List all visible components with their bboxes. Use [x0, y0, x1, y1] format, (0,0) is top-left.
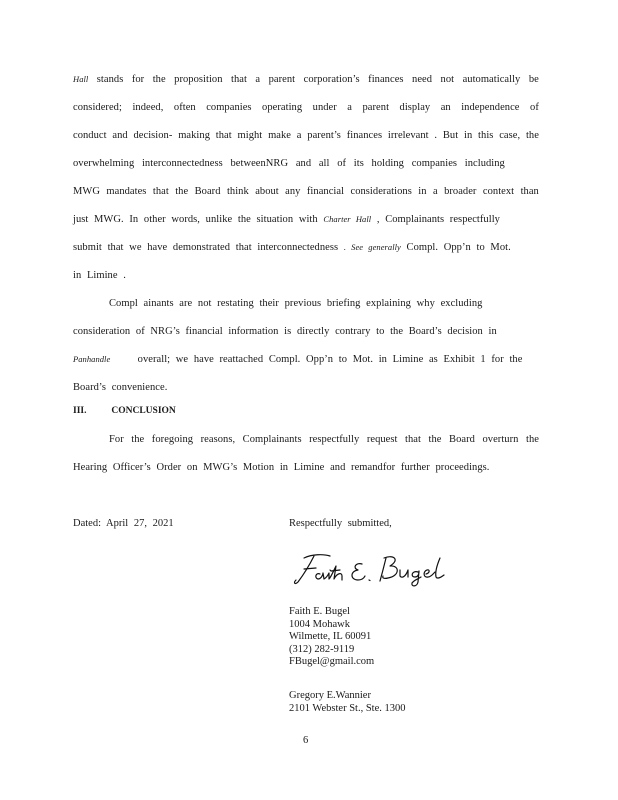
word: considerations [350, 186, 412, 197]
word: parent [362, 102, 390, 113]
text-line: Hearing Officer’s Order on MWG’s Motion in Limine and remandfor further proceedings. [73, 462, 490, 473]
word: the [428, 434, 442, 445]
word: finances [346, 130, 383, 141]
word: than [520, 186, 539, 197]
word: need [412, 74, 433, 85]
word: case, [499, 130, 521, 141]
word: stands [96, 74, 124, 85]
case-name-italic: Hall [73, 74, 89, 84]
text-segment: Compl. Opp’n to Mot. [406, 242, 511, 253]
word: indeed, [132, 102, 164, 113]
text-line: consideration of NRG’s financial information is directly contrary to the Board’s decision in [73, 326, 497, 337]
text-line [73, 242, 511, 253]
word: mandates [106, 186, 147, 197]
word: broader [444, 186, 477, 197]
text-line [73, 74, 539, 85]
word: foregoing [151, 434, 194, 445]
word: that [152, 186, 169, 197]
word: the [526, 434, 539, 445]
text-segment: , Complainants respectfully [376, 214, 500, 225]
word: that [215, 130, 232, 141]
word: often [173, 102, 196, 113]
word: under [312, 102, 337, 113]
word: Complainants [242, 434, 302, 445]
text-line: Board’s convenience. [73, 382, 168, 393]
word: But [442, 130, 459, 141]
word: not [440, 74, 455, 85]
word: conduct [73, 130, 107, 141]
word: parent [268, 74, 296, 85]
page-number: 6 [303, 735, 309, 746]
word: Board [449, 434, 475, 445]
word: that [405, 434, 421, 445]
word: an [440, 102, 451, 113]
word: including [464, 158, 505, 169]
word: considered; [73, 102, 122, 113]
city-state-zip: Wilmette, IL 60091 [289, 631, 372, 642]
text-line [73, 158, 505, 169]
attorney-name: Gregory E.Wannier [289, 690, 371, 701]
word: display [399, 102, 431, 113]
word: Board [194, 186, 221, 197]
word: . [434, 130, 438, 141]
word: a [432, 186, 438, 197]
word: in [418, 186, 427, 197]
word: about [255, 186, 279, 197]
word: its [353, 158, 364, 169]
word: respectfully [309, 434, 360, 445]
word: holding [371, 158, 404, 169]
word: making [178, 130, 210, 141]
text-line: in Limine . [73, 270, 126, 281]
word: irrelevant [387, 130, 429, 141]
word: parent’s [307, 130, 341, 141]
counsel-block [289, 606, 374, 669]
text-line: Compl ainants are not restating their previous briefing explaining why excluding [109, 298, 483, 309]
case-name-italic: Charter Hall [323, 214, 372, 224]
word: in [463, 130, 473, 141]
date-line: Dated: April 27, 2021 [73, 518, 174, 529]
word: think [226, 186, 249, 197]
word: of [337, 158, 347, 169]
word: request [366, 434, 398, 445]
word: a [347, 102, 353, 113]
citation-signal-italic: . See generally [343, 242, 401, 252]
text-line [73, 186, 539, 197]
word: the [152, 74, 166, 85]
word: for [131, 74, 145, 85]
word: of [530, 102, 539, 113]
word: the [525, 130, 539, 141]
word: proposition [174, 74, 223, 85]
section-title: CONCLUSION [111, 406, 176, 416]
handwritten-signature [290, 550, 455, 590]
text-segment: just MWG. In other words, unlike the situation with [73, 214, 318, 225]
word: interconnectedness [141, 158, 223, 169]
word: For [109, 434, 124, 445]
word: the [175, 186, 189, 197]
word: companies [206, 102, 252, 113]
word: context [482, 186, 515, 197]
street-address: 1004 Mohawk [289, 618, 350, 630]
counsel-block [289, 690, 406, 715]
word: betweenNRG [230, 158, 289, 169]
word: and [112, 130, 128, 141]
text-line [73, 214, 500, 225]
text-line [73, 102, 539, 113]
word: overturn [482, 434, 519, 445]
text-segment: overall; we have reattached Compl. Opp’n to Mot. in Limine as Exhibit 1 for the [137, 354, 523, 365]
word: reasons, [200, 434, 236, 445]
word: this [478, 130, 494, 141]
word: a [255, 74, 261, 85]
text-line [73, 354, 522, 365]
text-segment: submit that we have demonstrated that interconnectedness [73, 242, 339, 253]
word: the [131, 434, 145, 445]
word: all [318, 158, 330, 169]
attorney-name: Faith E. Bugel [289, 606, 350, 617]
text-line [109, 434, 539, 445]
section-heading [73, 406, 176, 416]
text-line [73, 130, 539, 141]
word: be [528, 74, 539, 85]
word: operating [262, 102, 303, 113]
word: financial [306, 186, 345, 197]
street-address: 2101 Webster St., Ste. 1300 [289, 702, 406, 714]
section-number: III. [73, 406, 87, 416]
word: independence [461, 102, 520, 113]
email-address: FBugel@gmail.com [289, 656, 375, 667]
phone-number: (312) 282-9119 [289, 643, 355, 655]
word: might [237, 130, 263, 141]
word: a [296, 130, 302, 141]
word: that [231, 74, 247, 85]
word: companies [411, 158, 458, 169]
word: and [295, 158, 312, 169]
word: make [268, 130, 292, 141]
word: MWG [73, 186, 100, 197]
word: finances [368, 74, 404, 85]
word: decision- [133, 130, 173, 141]
respectfully-submitted: Respectfully submitted, [289, 518, 392, 529]
word: corporation’s [303, 74, 360, 85]
word: automatically [462, 74, 521, 85]
word: any [285, 186, 301, 197]
case-name-italic: Panhandle [73, 354, 111, 364]
word: overwhelming [73, 158, 135, 169]
